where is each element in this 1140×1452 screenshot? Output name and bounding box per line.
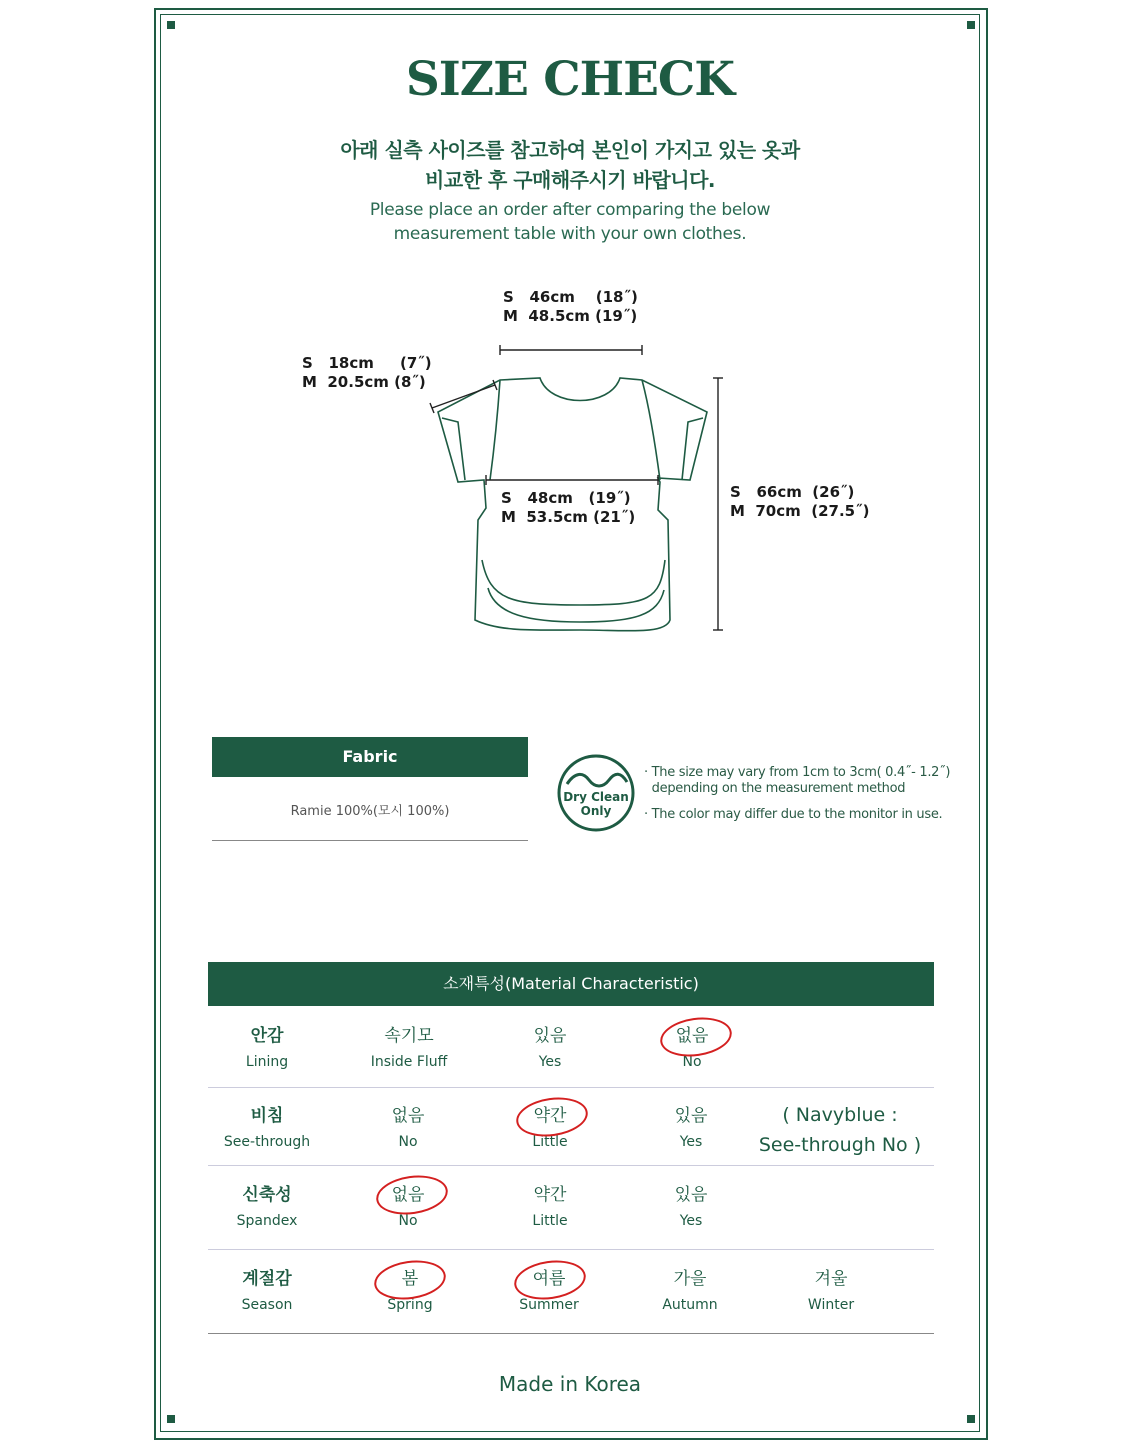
see-through-option-yes: 있음 Yes (674, 1106, 708, 1150)
corner-ornament-tl (167, 21, 175, 29)
page-title: SIZE CHECK (405, 52, 735, 107)
fabric-value: Ramie 100%(모시 100%) (290, 804, 450, 819)
shoulder-measure-m: M 48.5cm (19˝) (503, 307, 638, 325)
intro-ko-line2: 비교한 후 구매해주시기 바랍니다. (425, 168, 715, 192)
sleeve-measure-m: M 20.5cm (8˝) (302, 373, 426, 391)
size-note-line1: · The size may vary from 1cm to 3cm( 0.4˝- 1.2˝) (644, 765, 951, 780)
season-option-autumn: 가을 Autumn (662, 1269, 718, 1313)
lining-option-yes: 있음 Yes (533, 1026, 567, 1070)
spandex-option-little: 약간 Little (532, 1185, 568, 1229)
row-divider (208, 1087, 934, 1088)
row-divider (208, 1249, 934, 1250)
row-divider (208, 1165, 934, 1166)
dry-clean-label: Dry Clean (563, 790, 629, 804)
dry-clean-only-icon (557, 754, 635, 832)
row-label-spandex: 신축성 Spandex (236, 1185, 298, 1229)
lining-option-no: 없음 No (675, 1026, 709, 1070)
chest-measure-s: S 48cm (19˝) (501, 489, 631, 507)
made-in-label: Made in Korea (498, 1372, 642, 1396)
intro-en-line2: measurement table with your own clothes. (393, 224, 747, 244)
season-option-summer: 여름 Summer (519, 1269, 579, 1313)
length-measure-m: M 70cm (27.5˝) (730, 502, 870, 520)
fabric-header: Fabric (212, 737, 528, 777)
navyblue-note: ( Navyblue : See-through No ) (758, 1104, 922, 1156)
shoulder-measure-s: S 46cm (18˝) (503, 288, 638, 306)
corner-ornament-tr (967, 21, 975, 29)
season-option-winter: 겨울 Winter (807, 1269, 855, 1313)
spandex-option-no: 없음 No (391, 1185, 425, 1229)
intro-ko-line1: 아래 실측 사이즈를 참고하여 본인이 가지고 있는 옷과 (340, 138, 800, 162)
table-bottom-line (208, 1333, 934, 1334)
spandex-option-yes: 있음 Yes (674, 1185, 708, 1229)
row-label-lining: 안감 Lining (245, 1026, 289, 1070)
intro-en-line1: Please place an order after comparing the below (369, 200, 771, 220)
length-measure-s: S 66cm (26˝) (730, 483, 855, 501)
chest-measure-m: M 53.5cm (21˝) (501, 508, 636, 526)
lining-option-fluff: 속기모 Inside Fluff (370, 1026, 448, 1070)
see-through-option-little: 약간 Little (532, 1106, 568, 1150)
material-header: 소재특성(Material Characteristic) (208, 962, 934, 1006)
corner-ornament-bl (167, 1415, 175, 1423)
corner-ornament-br (967, 1415, 975, 1423)
row-label-season: 계절감 Season (241, 1269, 293, 1313)
color-note: · The color may differ due to the monitor in use. (644, 807, 943, 822)
size-note-line2: depending on the measurement method (644, 781, 906, 796)
only-label: Only (580, 804, 612, 818)
season-option-spring: 봄 Spring (387, 1269, 433, 1313)
sleeve-measure-s: S 18cm (7˝) (302, 354, 432, 372)
row-label-see-through: 비침 See-through (223, 1106, 311, 1150)
fabric-divider (212, 840, 528, 841)
see-through-option-no: 없음 No (391, 1106, 425, 1150)
